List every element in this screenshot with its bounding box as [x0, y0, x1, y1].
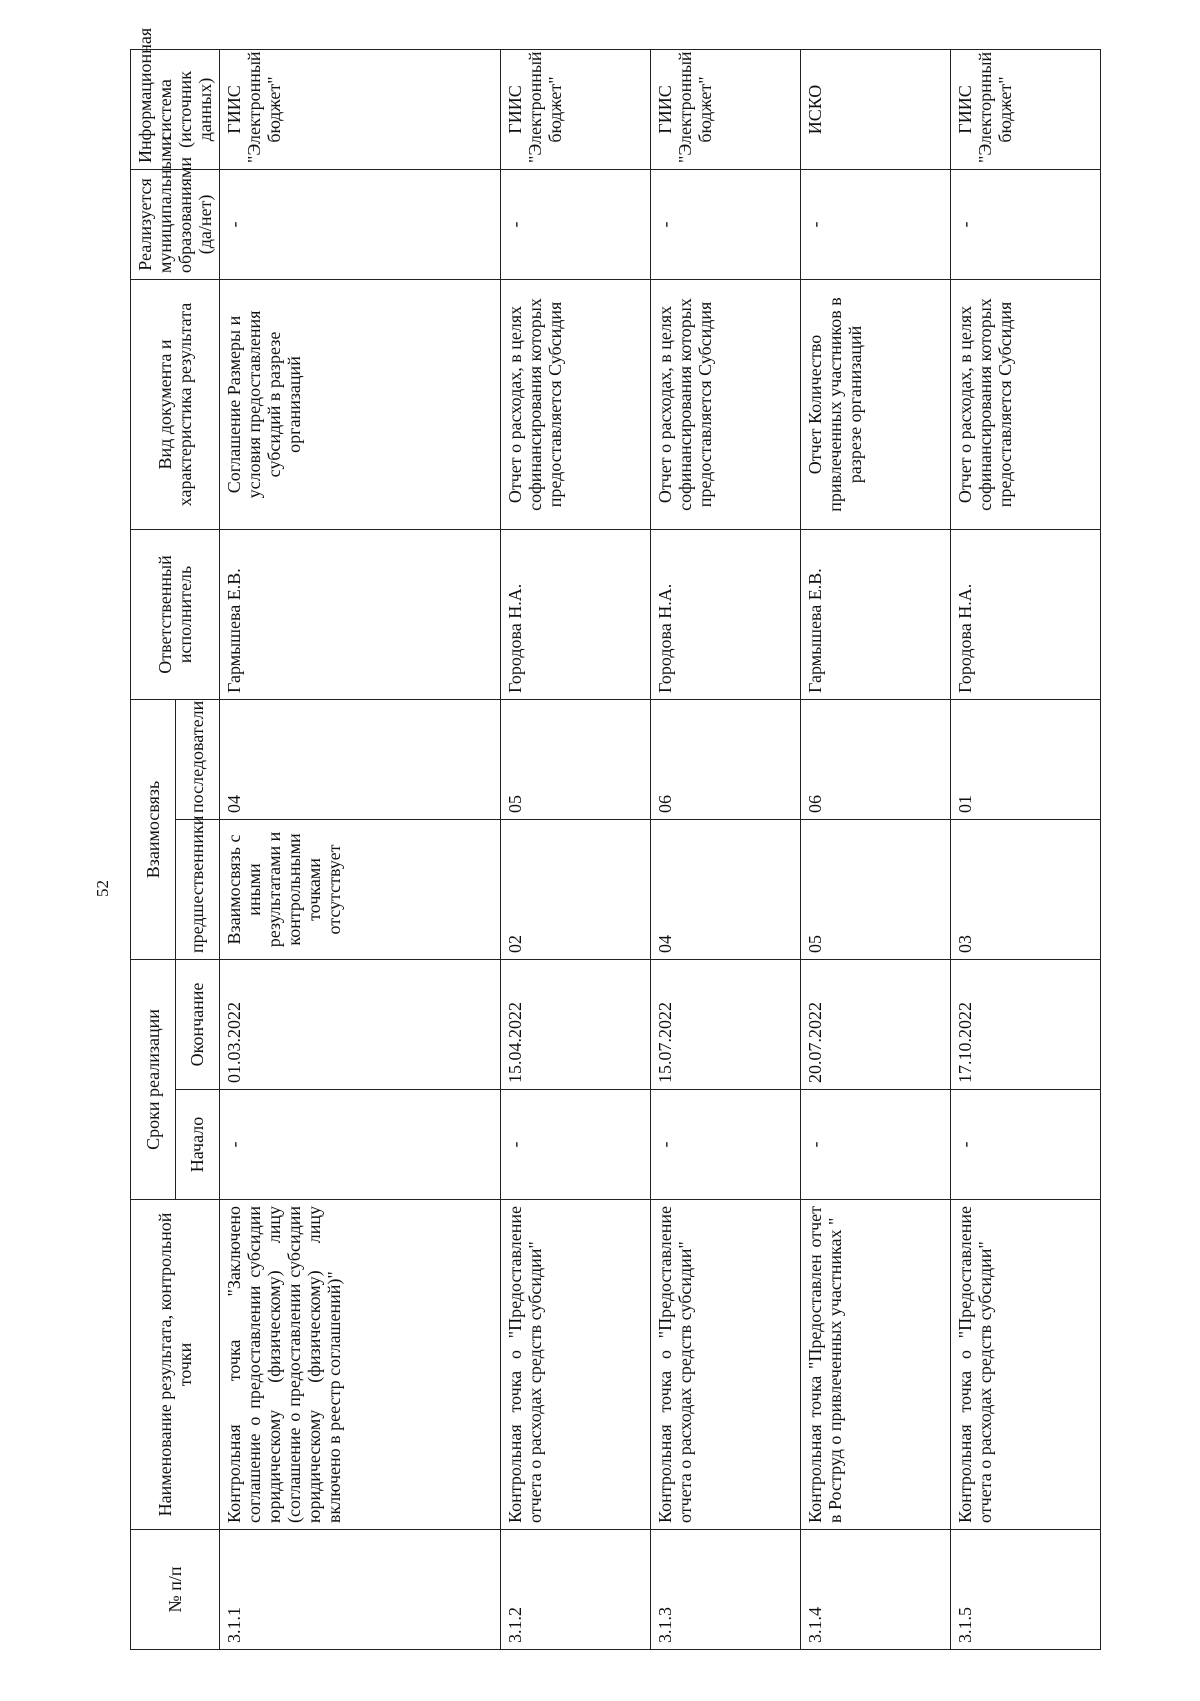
row-name: Контрольная точка о "Предоставление отчета о расходах средств субсидии": [500, 1200, 650, 1530]
row-end: 20.07.2022: [800, 959, 950, 1089]
row-succ: 01: [950, 699, 1100, 819]
header-start: Начало: [175, 1090, 220, 1200]
row-municipal: -: [650, 169, 800, 279]
table-row: [800, 49, 950, 1649]
row-system: ГИИС "Электронный бюджет": [220, 49, 501, 169]
row-system: ИСКО: [800, 49, 950, 169]
table-row: [500, 49, 650, 1649]
header-row-1: [131, 49, 176, 1649]
row-pred: Взаимосвязь с иными результатами и контрольными точками отсутствует: [220, 819, 501, 959]
row-responsible: Городова Н.А.: [950, 529, 1100, 699]
row-pred: 04: [650, 819, 800, 959]
row-end: 01.03.2022: [220, 959, 501, 1089]
row-municipal: -: [500, 169, 650, 279]
row-doc: Отчет о расходах, в целях софинансирования которых предоставляется Субсидия: [650, 279, 800, 529]
row-start: -: [950, 1090, 1100, 1200]
row-start: -: [800, 1090, 950, 1200]
row-name: Контрольная точка "Предоставлен отчет в Роструд о привлеченных участниках ": [800, 1200, 950, 1530]
row-num: 3.1.1: [220, 1530, 501, 1650]
header-pred: предшественники: [175, 819, 220, 959]
row-end: 15.04.2022: [500, 959, 650, 1089]
table-row: [950, 49, 1100, 1649]
page-number: 52: [93, 880, 112, 897]
header-name: Наименование результата, контрольной точки: [131, 1200, 220, 1530]
row-start: -: [500, 1090, 650, 1200]
table-row: [220, 49, 501, 1649]
header-terms: Сроки реализации: [131, 959, 176, 1199]
row-name: Контрольная точка "Заключено соглашение о предоставлении субсидии юридическому (физическому) лицу (соглашение о предоставлении субсидии юридическому (физическому) лицу включено в реестр соглашений)": [220, 1200, 501, 1530]
row-num: 3.1.4: [800, 1530, 950, 1650]
row-responsible: Гармышева Е.В.: [220, 529, 501, 699]
header-succ: последователи: [175, 699, 220, 819]
header-relation: Взаимосвязь: [131, 699, 176, 959]
row-end: 17.10.2022: [950, 959, 1100, 1089]
header-responsible: Ответственный исполнитель: [131, 529, 220, 699]
row-start: -: [220, 1090, 501, 1200]
control-points-table: [130, 27, 1101, 1650]
row-responsible: Городова Н.А.: [500, 529, 650, 699]
row-num: 3.1.3: [650, 1530, 800, 1650]
row-doc: Отчет о расходах, в целях софинансирования которых предоставляется Субсидия: [500, 279, 650, 529]
row-succ: 05: [500, 699, 650, 819]
row-responsible: Гармышева Е.В.: [800, 529, 950, 699]
row-start: -: [650, 1090, 800, 1200]
header-municipal: Реализуется муниципальными образованиями (да/нет): [131, 169, 220, 279]
row-system: ГИИС "Электронный бюджет": [650, 49, 800, 169]
row-system: ГИИС "Электорнный бюджет": [950, 49, 1100, 169]
row-pred: 02: [500, 819, 650, 959]
control-points-table-wrapper: [130, 27, 1070, 1650]
row-system: ГИИС "Электронный бюджет": [500, 49, 650, 169]
row-doc: Отчет о расходах, в целях софинансирования которых предоставляется Субсидия: [950, 279, 1100, 529]
row-succ: 06: [650, 699, 800, 819]
row-succ: 04: [220, 699, 501, 819]
row-municipal: -: [800, 169, 950, 279]
row-municipal: -: [220, 169, 501, 279]
row-pred: 05: [800, 819, 950, 959]
header-num: № п/п: [131, 1530, 220, 1650]
row-pred: 03: [950, 819, 1100, 959]
row-doc: Отчет Количество привлеченных участников в разрезе организаций: [800, 279, 950, 529]
row-doc: Соглашение Размеры и условия предоставления субсидий в разрезе организаций: [220, 279, 501, 529]
header-end: Окончание: [175, 959, 220, 1089]
row-num: 3.1.5: [950, 1530, 1100, 1650]
row-end: 15.07.2022: [650, 959, 800, 1089]
row-responsible: Городова Н.А.: [650, 529, 800, 699]
row-name: Контрольная точка о "Предоставление отчета о расходах средств субсидии": [650, 1200, 800, 1530]
row-municipal: -: [950, 169, 1100, 279]
table-row: [650, 49, 800, 1649]
row-name: Контрольная точка о "Предоставление отчета о расходах средств субсидии": [950, 1200, 1100, 1530]
row-succ: 06: [800, 699, 950, 819]
header-doc: Вид документа и характеристика результата: [131, 279, 220, 529]
row-num: 3.1.2: [500, 1530, 650, 1650]
header-system: Информационная система (источник данных): [131, 49, 220, 169]
